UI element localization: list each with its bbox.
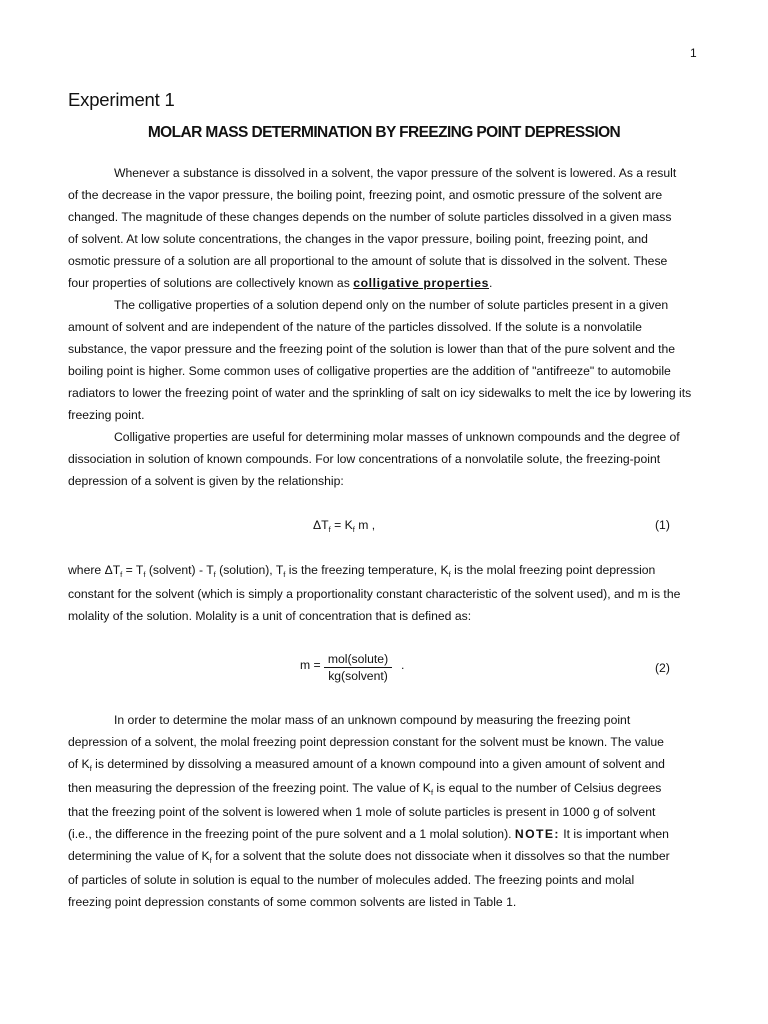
text-line [68,777,708,801]
text-line: depression of a solvent is given by the relationship: [68,474,344,488]
text-fragment: four properties of solutions are collectively known as [68,276,354,290]
text-line: Colligative properties are useful for determining molar masses of unknown compounds and the degree of [114,430,680,444]
subscript: f [448,570,451,579]
paragraph-definitions [68,559,708,627]
text-line: of particles of solute in solution is equal to the number of molecules added. The freezing points and molal [68,873,635,887]
text-line [68,823,708,845]
equation-2-lhs: m = [300,658,321,672]
text-line: substance, the vapor pressure and the freezing point of the solution is lower than that of the pure solvent and the [68,342,676,356]
text-fragment: . [489,276,493,290]
text-line: molality of the solution. Molality is a unit of concentration that is defined as: [68,609,472,623]
text-fragment: (solvent) - T [145,563,214,577]
subscript: f [328,525,331,534]
text-fragment: is determined by dissolving a measured amount of a known compound into a given amount of solvent and [91,757,665,771]
paragraph-intro [68,162,708,294]
text-line: depression of a solvent, the molal freezing point depression constant for the solvent must be known. The value [68,735,664,749]
document-title: MOLAR MASS DETERMINATION BY FREEZING POINT DEPRESSION [147,124,621,141]
text-fragment: is equal to the number of Celsius degrees [433,781,662,795]
equation-text: ΔT [313,518,329,532]
paragraph-colligative [68,294,708,426]
text-fragment: is the freezing temperature, K [285,563,449,577]
text-line: that the freezing point of the solvent is lowered when 1 mole of solute particles is present in 1000 g of solvent [68,805,656,819]
text-line: freezing point depression constants of some common solvents are listed in Table 1. [68,895,517,909]
text-line [68,559,708,583]
text-fragment: determining the value of K [68,849,210,863]
fraction-denominator: kg(solvent) [328,669,388,683]
text-line: amount of solvent and are independent of the nature of the particles dissolved. If the solute is a nonvolatile [68,320,642,334]
equation-text: = K [330,518,353,532]
text-fragment: (solution), T [215,563,284,577]
text-fragment: It is important when [559,827,669,841]
text-line: osmotic pressure of a solution are all proportional to the amount of solute that is dissolved in the solvent. These [68,254,668,268]
text-line: dissociation in solution of known compounds. For low concentrations of a nonvolatile solute, the freezing-point [68,452,661,466]
text-line: freezing point. [68,408,145,422]
text-fragment: of K [68,757,90,771]
text-fragment: is the molal freezing point depression [450,563,656,577]
equation-1 [313,518,375,532]
paragraph-molar-mass [68,426,708,492]
subscript: f [352,525,355,534]
colligative-properties-term: colligative properties [353,276,489,290]
equation-2-period: . [401,658,405,672]
text-line: The colligative properties of a solution depend only on the number of solute particles present in a given [114,298,669,312]
text-line: changed. The magnitude of these changes depends on the number of solute particles dissolved in a given mass [68,210,672,224]
equation-2-fraction [324,651,392,684]
subscript: f [283,570,286,579]
text-fragment: (i.e., the difference in the freezing point of the pure solvent and a 1 molal solution). [68,827,515,841]
subscript: f [430,788,434,797]
subscript: f [120,570,123,579]
text-fragment: = T [122,563,144,577]
experiment-label: Experiment 1 [68,89,175,110]
paragraph-kf-determination [68,709,708,913]
text-line: radiators to lower the freezing point of water and the sprinkling of salt on icy sidewalks to melt the ice by lowering its [68,386,692,400]
subscript: f [213,570,216,579]
equation-text: m , [354,518,376,532]
text-line [68,845,708,869]
text-fragment: then measuring the depression of the freezing point. The value of K [68,781,431,795]
text-line: boiling point is higher. Some common uses of colligative properties are the addition of "antifreeze" to automobile [68,364,671,378]
text-fragment: where ΔT [68,563,121,577]
subscript: f [209,856,212,865]
text-line [68,272,708,294]
subscript: f [143,570,146,579]
page-number: 1 [690,46,697,60]
text-line: Whenever a substance is dissolved in a solvent, the vapor pressure of the solvent is lowered. As a result [114,166,677,180]
note-label: NOTE: [514,827,560,841]
subscript: f [89,764,92,773]
text-line: of solvent. At low solute concentrations, the changes in the vapor pressure, boiling point, freezing point, and [68,232,648,246]
text-line: In order to determine the molar mass of an unknown compound by measuring the freezing point [114,713,631,727]
text-line: constant for the solvent (which is simply a proportionality constant characteristic of the solvent used), and m is the [68,587,681,601]
fraction-numerator: mol(solute) [324,651,392,668]
text-line [68,753,708,777]
equation-2-number: (2) [655,661,670,675]
text-line: of the decrease in the vapor pressure, the boiling point, freezing point, and osmotic pressure of the solvent are [68,188,663,202]
text-fragment: for a solvent that the solute does not dissociate when it dissolves so that the number [211,849,670,863]
equation-1-number: (1) [655,518,670,532]
